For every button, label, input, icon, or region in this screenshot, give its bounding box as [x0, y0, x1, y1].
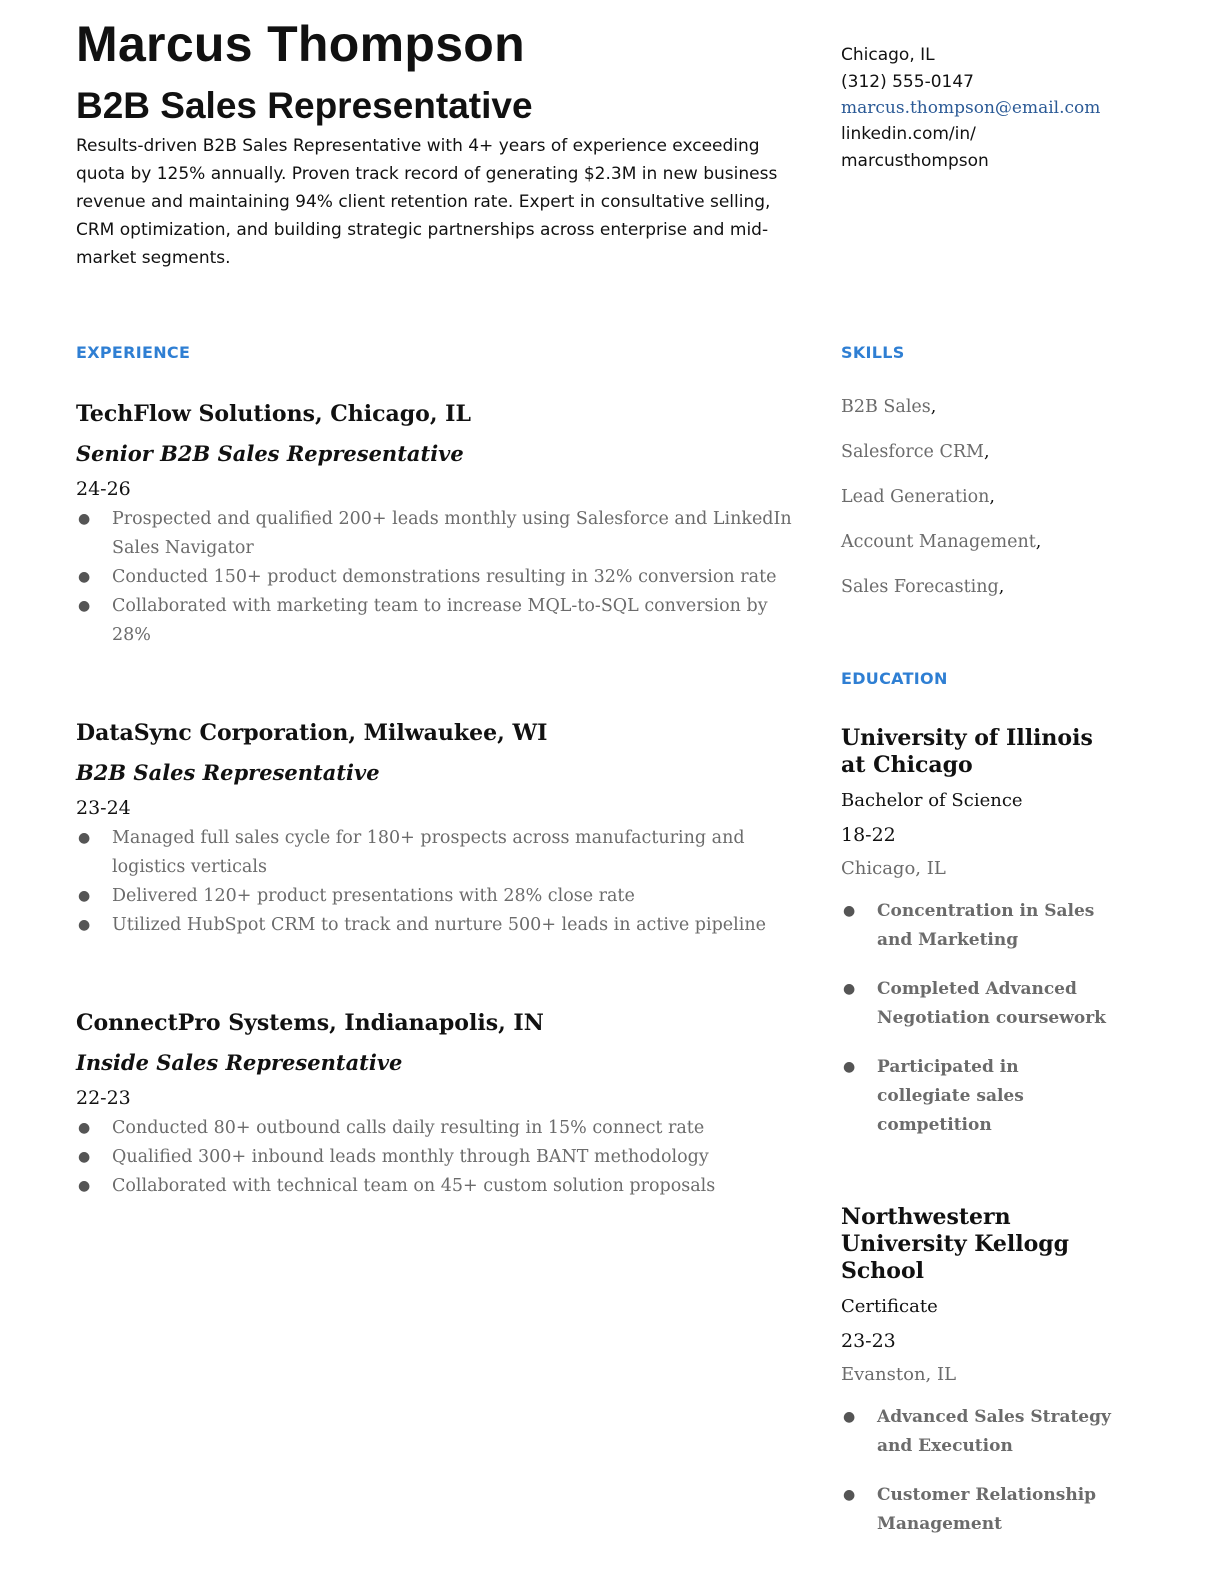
school-name: Northwestern University Kellogg School [841, 1204, 1070, 1284]
job-bullet: ● Prospected and qualified 200+ leads monthly using Salesforce and LinkedIn Sales Navigator [76, 505, 792, 563]
job-bullet: ● Managed full sales cycle for 180+ prospects across manufacturing and logistics verticals [76, 824, 792, 882]
education-bullet: ● Customer Relationship Management [841, 1481, 1116, 1539]
job-bullet: ● Collaborated with marketing team to increase MQL-to-SQL conversion by 28% [76, 592, 792, 650]
bullet-icon: ● [843, 1487, 856, 1503]
job-dates: 24-26 [76, 478, 131, 500]
education-bullets [841, 1403, 1116, 1539]
job-title: Senior B2B Sales Representative [76, 441, 464, 466]
bullet-icon: ● [843, 981, 856, 997]
job-title: Inside Sales Representative [76, 1050, 403, 1075]
contact-email-link[interactable]: marcus.thompson@email.com [841, 98, 1101, 118]
education-entry [841, 1204, 1116, 1559]
candidate-name: Marcus Thompson [76, 16, 525, 72]
bullet-icon: ● [843, 903, 856, 919]
experience-heading: EXPERIENCE [76, 343, 191, 362]
bullet-icon: ● [78, 569, 91, 585]
professional-summary: Results-driven B2B Sales Representative with 4+ years of experience exceeding quota by 125% annually. Proven track record of generating $2.3M in new business revenue and maintaining 94% client retention rate. Expert in consultative selling, CRM optimization, and building strategic partnerships across enterprise and mid-market segments. [76, 136, 778, 268]
education-heading: EDUCATION [841, 669, 948, 688]
experience-entry [76, 718, 792, 940]
education-bullet: ● Advanced Sales Strategy and Execution [841, 1403, 1116, 1461]
job-bullet: ● Utilized HubSpot CRM to track and nurture 500+ leads in active pipeline [76, 911, 792, 940]
bullet-icon: ● [78, 598, 91, 614]
skill-item: Sales Forecasting, [841, 577, 1005, 597]
experience-entry [76, 1008, 792, 1201]
job-dates: 23-24 [76, 797, 131, 819]
company-name: ConnectPro Systems, Indianapolis, IN [76, 1010, 544, 1036]
skill-item: B2B Sales, [841, 397, 937, 417]
contact-phone: (312) 555-0147 [841, 72, 974, 92]
candidate-headline: B2B Sales Representative [76, 85, 533, 126]
degree: Certificate [841, 1296, 938, 1317]
job-bullet: ● Collaborated with technical team on 45+ custom solution proposals [76, 1172, 792, 1201]
job-bullet: ● Qualified 300+ inbound leads monthly through BANT methodology [76, 1143, 792, 1172]
job-bullet: ● Delivered 120+ product presentations with 28% close rate [76, 882, 792, 911]
bullet-icon: ● [78, 511, 91, 527]
contact-location: Chicago, IL [841, 45, 935, 65]
skills-list [841, 393, 1121, 618]
education-entry [841, 725, 1116, 1160]
education-dates: 18-22 [841, 824, 896, 846]
contact-linkedin-line-2: marcusthompson [841, 151, 989, 171]
bullet-icon: ● [78, 917, 91, 933]
skills-heading: SKILLS [841, 343, 905, 362]
job-bullets [76, 1114, 792, 1201]
job-bullets [76, 505, 792, 650]
education-bullets [841, 897, 1116, 1140]
bullet-icon: ● [78, 830, 91, 846]
education-bullet: ● Concentration in Sales and Marketing [841, 897, 1116, 955]
bullet-icon: ● [78, 888, 91, 904]
school-name: University of Illinois at Chicago [841, 725, 1093, 778]
bullet-icon: ● [78, 1149, 91, 1165]
contact-block [841, 42, 1103, 175]
skill-item: Salesforce CRM, [841, 442, 990, 462]
bullet-icon: ● [78, 1120, 91, 1136]
skill-item: Account Management, [841, 532, 1042, 552]
job-bullet: ● Conducted 150+ product demonstrations resulting in 32% conversion rate [76, 563, 792, 592]
education-bullet: ● Completed Advanced Negotiation coursework [841, 975, 1116, 1033]
skill-item: Lead Generation, [841, 487, 995, 507]
education-location: Evanston, IL [841, 1364, 957, 1385]
education-dates: 23-23 [841, 1330, 896, 1352]
job-bullets [76, 824, 792, 940]
education-bullet: ● Participated in collegiate sales competition [841, 1053, 1116, 1140]
job-bullet: ● Conducted 80+ outbound calls daily resulting in 15% connect rate [76, 1114, 792, 1143]
bullet-icon: ● [843, 1409, 856, 1425]
experience-entry [76, 399, 792, 650]
education-location: Chicago, IL [841, 858, 946, 879]
bullet-icon: ● [843, 1059, 856, 1075]
job-dates: 22-23 [76, 1087, 131, 1109]
bullet-icon: ● [78, 1178, 91, 1194]
contact-linkedin-line-1: linkedin.com/in/ [841, 124, 976, 144]
degree: Bachelor of Science [841, 790, 1023, 811]
company-name: TechFlow Solutions, Chicago, IL [76, 401, 471, 427]
company-name: DataSync Corporation, Milwaukee, WI [76, 720, 548, 746]
job-title: B2B Sales Representative [76, 760, 380, 785]
